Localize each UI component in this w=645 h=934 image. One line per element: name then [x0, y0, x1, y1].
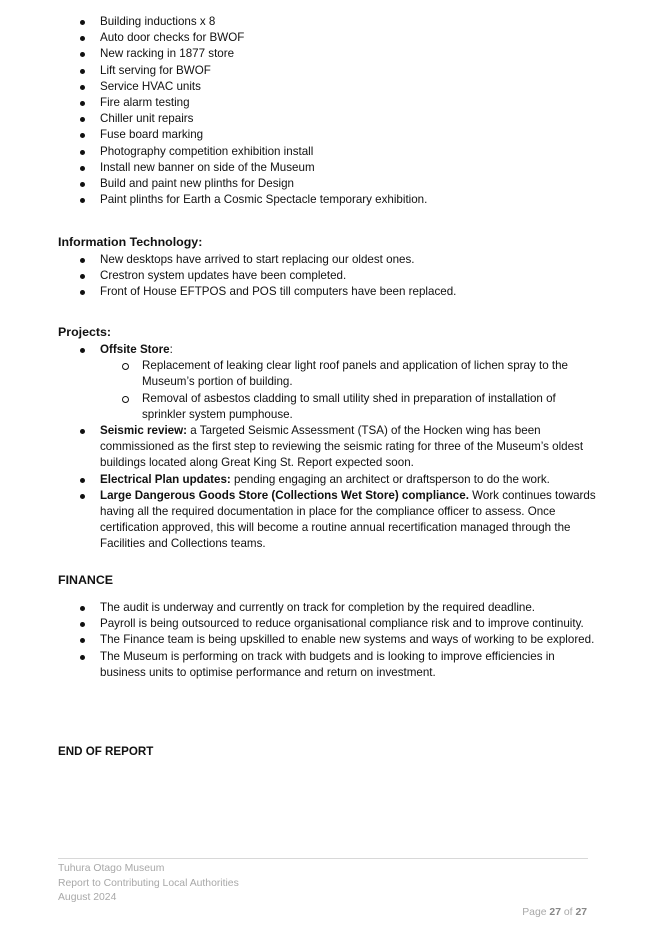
finance-list	[58, 600, 598, 681]
sub-list-item: Removal of asbestos cladding to small utility shed in preparation of installation of sprinkler system pumphouse.	[58, 391, 598, 423]
it-heading: Information Technology:	[58, 235, 203, 249]
list-item: The Museum is performing on track with budgets and is looking to improve efficiencies in business units to optimise performance and return on investment.	[58, 649, 598, 681]
page-current: 27	[549, 907, 561, 918]
footer-org: Tuhura Otago Museum	[58, 863, 165, 874]
projects-heading: Projects:	[58, 325, 112, 339]
list-item	[58, 472, 598, 488]
item-label: Offsite Store	[100, 343, 170, 356]
page-of: of	[563, 907, 573, 918]
list-item: Install new banner on side of the Museum	[58, 160, 598, 176]
item-text: Work continues towards having all the required documentation in place for the compliance officer to assess. Once certification approved, this will become a routine annual recertification managed through the Facilities and Collections teams.	[100, 488, 596, 551]
facilities-list	[58, 14, 598, 208]
list-item: Build and paint new plinths for Design	[58, 176, 598, 192]
item-label: Large Dangerous Goods Store (Collections Wet Store) compliance.	[100, 488, 469, 502]
list-item: Front of House EFTPOS and POS till computers have been replaced.	[58, 284, 598, 300]
finance-heading: FINANCE	[58, 573, 114, 587]
footer-date: August 2024	[58, 892, 117, 903]
list-item: Fire alarm testing	[58, 95, 598, 111]
list-item: Fuse board marking	[58, 127, 598, 143]
projects-list	[58, 342, 598, 553]
list-item	[58, 342, 598, 358]
end-of-report: END OF REPORT	[58, 745, 154, 758]
list-item: New desktops have arrived to start replacing our oldest ones.	[58, 252, 598, 268]
list-item: New racking in 1877 store	[58, 46, 598, 62]
list-item: The Finance team is being upskilled to enable new systems and ways of working to be explored.	[58, 632, 598, 648]
item-suffix: :	[169, 343, 173, 356]
list-item	[58, 423, 598, 472]
list-item: Building inductions x 8	[58, 14, 598, 30]
footer-report-title: Report to Contributing Local Authorities	[58, 877, 239, 889]
list-item: Crestron system updates have been completed.	[58, 268, 598, 284]
sub-list-item: Replacement of leaking clear light roof panels and application of lichen spray to the Museum’s portion of building.	[58, 358, 598, 390]
item-text: pending engaging an architect or draftsperson to do the work.	[230, 472, 550, 486]
it-list	[58, 252, 598, 301]
item-label: Seismic review:	[100, 424, 188, 438]
list-item: Auto door checks for BWOF	[58, 30, 598, 46]
list-item: Lift serving for BWOF	[58, 63, 598, 79]
item-label: Electrical Plan updates:	[100, 472, 231, 486]
list-item: Paint plinths for Earth a Cosmic Spectacle temporary exhibition.	[58, 192, 598, 208]
page-word: Page	[522, 907, 547, 918]
footer-divider	[58, 858, 588, 859]
list-item: Chiller unit repairs	[58, 111, 598, 127]
page-number	[522, 905, 587, 921]
list-item: Photography competition exhibition install	[58, 144, 598, 160]
list-item: Payroll is being outsourced to reduce organisational compliance risk and to improve continuity.	[58, 616, 598, 632]
page-total: 27	[575, 907, 587, 918]
list-item	[58, 488, 598, 553]
list-item: Service HVAC units	[58, 79, 598, 95]
footer	[58, 862, 239, 906]
item-text: a Targeted Seismic Assessment (TSA) of the Hocken wing has been commissioned as the first step to reviewing the seismic rating for three of the Museum’s oldest buildings located along Great King St. Report expected soon.	[100, 424, 584, 470]
list-item: The audit is underway and currently on track for completion by the required deadline.	[58, 600, 598, 616]
